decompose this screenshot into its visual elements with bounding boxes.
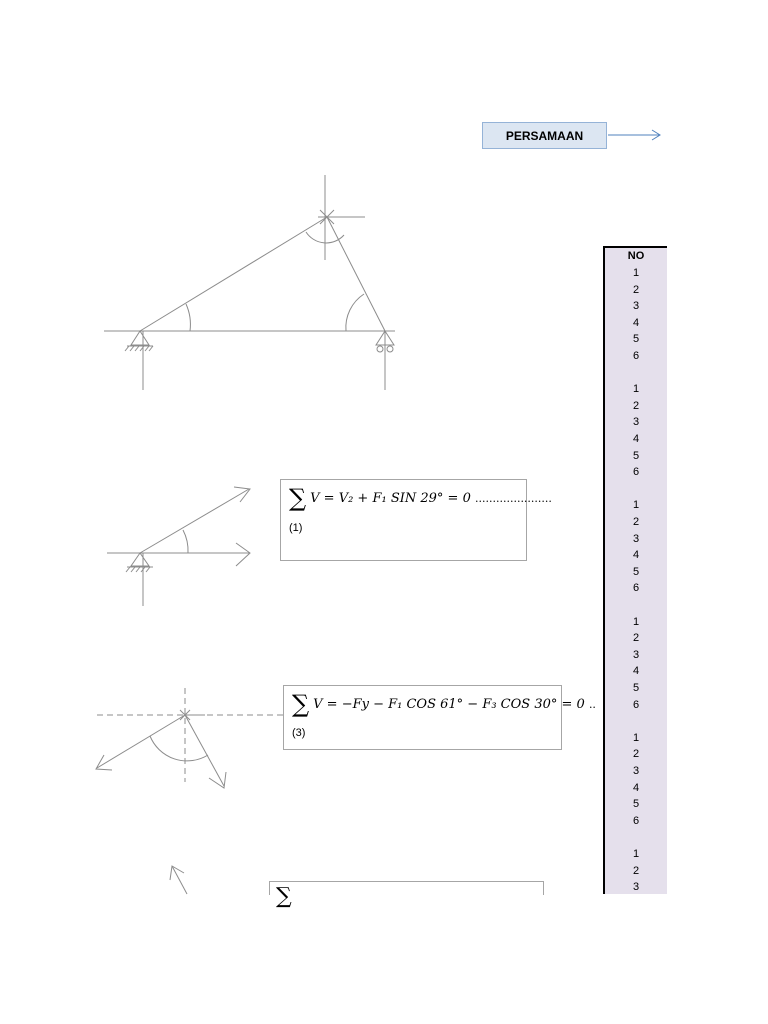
table-cell: 1 <box>632 848 640 860</box>
table-cell: 4 <box>632 665 640 678</box>
label-arrow <box>608 130 660 140</box>
table-cell: 3 <box>632 300 640 313</box>
equation-2-number: (3) <box>292 727 306 739</box>
table-cell: 6 <box>632 350 640 362</box>
equation-box-3 <box>269 881 544 909</box>
table-cell: 6 <box>632 582 640 595</box>
table-cell: 4 <box>632 549 640 562</box>
number-column <box>603 246 667 894</box>
equation-1-lhs: V <box>310 490 320 506</box>
table-cell: 3 <box>632 532 640 545</box>
joint-1-diagram <box>107 487 250 606</box>
sigma-icon: ∑ <box>289 484 307 512</box>
table-cell: 3 <box>632 881 640 894</box>
persamaan-label: PERSAMAAN <box>482 122 607 149</box>
table-cell: 4 <box>632 316 640 329</box>
equation-2 <box>292 690 596 718</box>
table-cell: 6 <box>632 466 640 479</box>
joint-4-diagram <box>170 866 187 894</box>
table-cell: 6 <box>632 814 640 827</box>
joint-3-diagram <box>96 688 283 788</box>
equation-2-rhs: = −Fy − F₁ COS 61° − F₃ COS 30° = 0 <box>326 696 585 712</box>
table-cell: 3 <box>632 416 640 429</box>
table-cell: 5 <box>632 333 640 346</box>
equation-1-rhs: = V₂ + F₁ SIN 29° = 0 <box>323 490 471 506</box>
truss-diagram <box>104 175 395 390</box>
table-cell: 1 <box>632 383 640 396</box>
table-cell: 3 <box>632 648 640 661</box>
sigma-icon: ∑ <box>276 884 292 909</box>
table-cell: 2 <box>632 632 640 645</box>
equation-1-number: (1) <box>289 522 303 534</box>
equation-box-1 <box>280 479 552 561</box>
equation-2-dots: .. <box>588 697 596 711</box>
table-cell: 6 <box>632 698 640 711</box>
table-cell: 1 <box>632 267 640 279</box>
table-cell: 1 <box>632 615 640 628</box>
pin-support-left <box>125 331 153 351</box>
table-cell: 1 <box>632 731 640 744</box>
table-cell: 4 <box>632 781 640 794</box>
equation-1 <box>289 484 552 512</box>
column-header: NO <box>627 250 645 262</box>
table-cell: 4 <box>632 433 640 445</box>
sigma-icon: ∑ <box>292 690 310 718</box>
table-cell: 2 <box>632 748 640 761</box>
table-cell: 5 <box>632 565 640 578</box>
equation-1-dots: ...................... <box>474 491 552 505</box>
table-cell: 1 <box>632 499 640 512</box>
equation-box-2 <box>283 685 596 750</box>
table-cell: 5 <box>632 449 640 462</box>
table-cell: 5 <box>632 682 640 694</box>
table-cell: 3 <box>632 765 640 777</box>
table-cell: 2 <box>632 283 640 296</box>
table-cell: 5 <box>632 798 640 811</box>
table-cell: 2 <box>632 864 640 877</box>
table-cell: 2 <box>632 399 640 412</box>
equation-2-lhs: V <box>313 696 323 712</box>
table-cell: 2 <box>632 516 640 528</box>
